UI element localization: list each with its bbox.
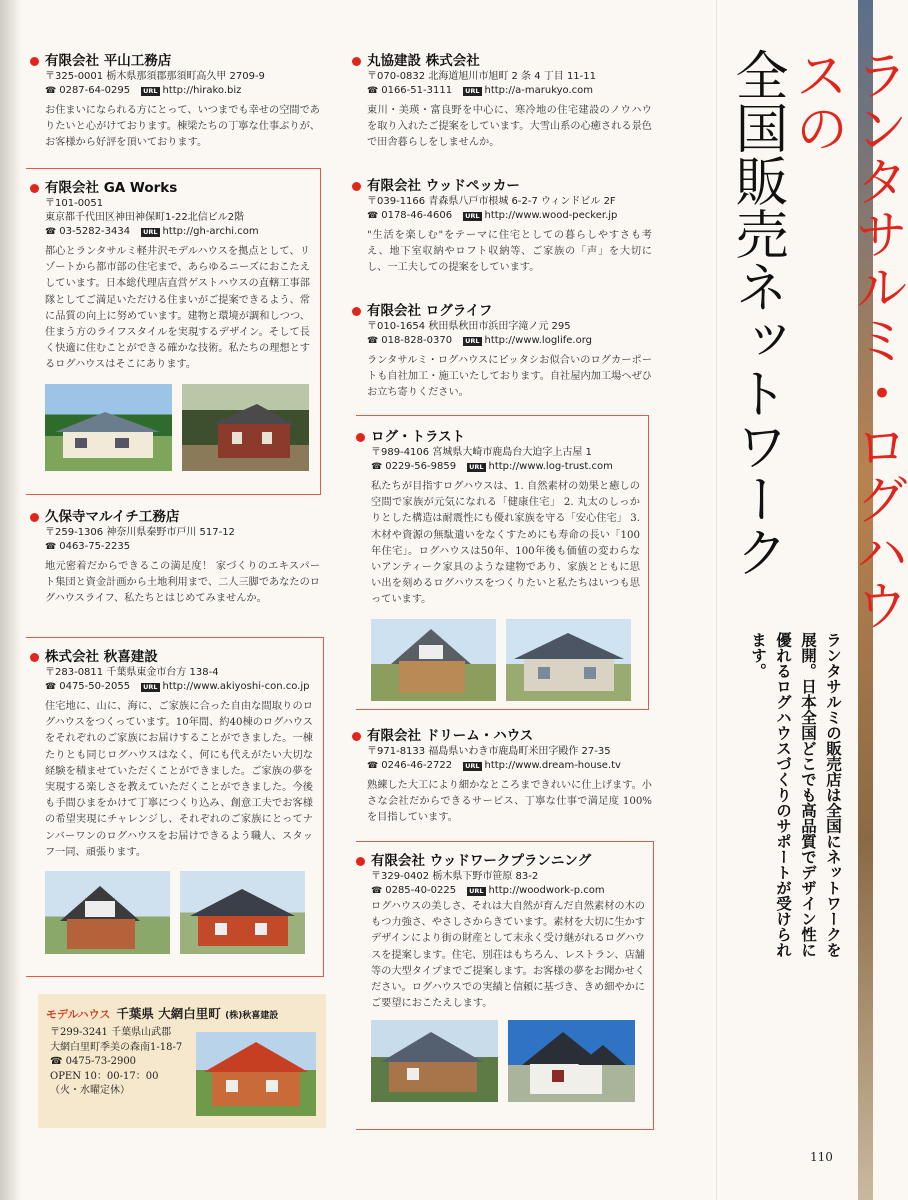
bullet-dot — [352, 57, 361, 66]
phone-icon: ☎ — [45, 86, 57, 96]
phone-number: 0287-64-0295 — [59, 85, 131, 96]
bullet-dot — [30, 513, 39, 522]
company-name: 有限会社 ログライフ — [367, 303, 493, 319]
phone-icon: ☎ — [367, 211, 379, 221]
dealer-entry-kubodera — [30, 508, 320, 608]
phone-icon: ☎ — [45, 542, 57, 552]
phone-icon: ☎ — [367, 761, 379, 771]
dealer-entry-dream-house — [352, 727, 652, 827]
house-photo — [45, 871, 170, 954]
website-link[interactable]: http://woodwork-p.com — [488, 885, 605, 896]
company-name: 株式会社 秋喜建設 — [45, 649, 158, 665]
company-name: 有限会社 ウッドペッカー — [367, 178, 520, 194]
house-photo — [180, 871, 305, 954]
description: 都心とランタサルミ軽井沢モデルハウスを拠点として、リゾートから都市部の住宅まで、あらゆるニーズにおこたえしています。日本総代理店直営ゲストハウスの直轄工事部隊としてご満足いただける住まいがご提案できるよう、常に品質の向上に努めています。建物と環境が調和しつつ、住まう方のライフスタイルを実現するデザイン。そして長く快適に住むことができる確かな技術。私たちの理想とするログハウスはそこにあります。 — [45, 246, 310, 371]
dealer-entry-loglife — [352, 302, 652, 402]
website-link[interactable]: http://www.loglife.org — [484, 335, 592, 346]
phone-number: 0463-75-2235 — [59, 541, 131, 552]
bullet-dot — [352, 182, 361, 191]
dealer-entry-hirayama — [30, 52, 320, 152]
company-name: 久保寺マルイチ工務店 — [45, 509, 180, 525]
address: 〒070-0832 北海道旭川市旭町 2 条 4 丁目 11-11 — [367, 71, 596, 82]
subtitle-lead: ランタサルミの販売店は全国にネットワークを展開。日本全国どこでも高品質でデザイン性に優れるログハウスづくりのサポートが受けられます。 — [749, 632, 842, 958]
description: 地元密着だからできるこの満足度！ 家づくりのエキスパート集団と資金計画から土地利用まで、二人三脚であなたのログハウスライフ、私たちとはじめてみませんか。 — [45, 561, 320, 605]
url-icon: URL — [143, 227, 158, 236]
page-spine-shadow — [0, 0, 22, 1200]
model-house-title: 千葉県 大網白里町 — [116, 1006, 221, 1021]
model-house-address-1: 〒299-3241 千葉県山武郡 — [50, 1027, 172, 1038]
address: 〒039-1166 青森県八戸市根城 6-2-7 ウィンドビル 2F — [367, 196, 616, 207]
phone-number: 0166-51-3111 — [381, 85, 453, 96]
company-name: ログ・トラスト — [371, 429, 466, 445]
title-red-line: ランタサルミ・ログハウスの — [787, 48, 908, 631]
dealer-entry-woodwork-planning — [356, 841, 654, 1130]
dealer-entry-ga-works — [26, 168, 321, 495]
phone-number: 0475-50-2055 — [59, 681, 131, 692]
phone-number: 03-5282-3434 — [59, 226, 131, 237]
description: 住宅地に、山に、海に、ご家族に合った自由な間取りのログハウスをつくっています。10年間、約40棟のログハウスをそれぞれのご家族にお届けすることができました。一棟たりとも同じログハウスはなく、何にも代えがたい大切な経験を積ませていただくことができました。ご家族の夢を実現する楽しさを教えていただくことができました。今後も手間ひまをかけて丁寧につくり込み、創意工夫でお客様の希望実現にチャレンジし、それぞれのご家族にとってナンバーワンのログハウスをお届けできるよう職人、スタッフ一同、頑張ります。 — [45, 701, 313, 858]
description: ランタサルミ・ログハウスにピッタシお似合いのログカーポートも自社加工・施工いたしております。自社屋内加工場へぜひお立ち寄りください。 — [367, 355, 652, 399]
house-photo — [182, 384, 309, 471]
bullet-dot — [352, 307, 361, 316]
company-name: 有限会社 平山工務店 — [45, 53, 172, 69]
dealer-entry-wood-pecker — [352, 177, 652, 277]
page-title — [712, 48, 908, 648]
dealer-entry-log-trust — [356, 415, 649, 710]
house-photo — [506, 619, 631, 701]
website-link[interactable]: http://www.wood-pecker.jp — [484, 210, 618, 221]
phone-icon: ☎ — [371, 462, 383, 472]
phone-icon: ☎ — [50, 1056, 63, 1067]
model-house-photo — [196, 1032, 316, 1116]
phone-icon: ☎ — [45, 682, 57, 692]
house-photo — [508, 1020, 635, 1102]
model-house-hours: OPEN 10：00-17：00 — [50, 1070, 159, 1082]
url-icon: URL — [143, 86, 158, 95]
model-house-box — [38, 994, 326, 1128]
url-icon: URL — [143, 682, 158, 691]
model-house-phone: 0475-73-2900 — [65, 1056, 137, 1067]
phone-icon: ☎ — [45, 227, 57, 237]
description: ログハウスの美しさ、それは大自然が育んだ自然素材の木のもつ力強さ、やさしさからきています。素材を大切に生かすデザインにより街の財産として末永く受け継がれるログハウスを提案します。住宅、別荘はもちろん、レストラン、店舗等の大型タイプまでご提案します。お客様の夢をお聞かせください。ログハウスでの実績と信頼に基づき、きめ細やかにご要望におこたえします。 — [371, 901, 645, 1010]
company-name: 有限会社 ドリーム・ハウス — [367, 728, 534, 744]
address: 〒101-0051 — [45, 198, 104, 209]
bullet-dot — [356, 433, 365, 442]
phone-icon: ☎ — [367, 336, 379, 346]
description: 熟練した大工により細かなところまできれいに仕上げます。小さな会社だからできるサービス、丁寧な仕事で満足度 100%を目指しています。 — [367, 780, 652, 824]
url-icon: URL — [469, 462, 484, 471]
house-photo — [45, 384, 172, 471]
description: "生活を楽しむ"をテーマに住宅としての暮らしやすさも考え、地下室収納やロフト収納等、ご家族の「声」を大切にし、一工夫しての提案をしています。 — [367, 230, 652, 274]
phone-icon: ☎ — [371, 886, 383, 896]
bullet-dot — [30, 653, 39, 662]
url-icon: URL — [465, 211, 480, 220]
website-link[interactable]: http://gh-archi.com — [162, 226, 259, 237]
address: 〒325-0001 栃木県那須郡那須町高久甲 2709-9 — [45, 71, 265, 82]
website-link[interactable]: http://www.dream-house.tv — [484, 760, 621, 771]
page-number: 110 — [810, 1150, 833, 1164]
url-icon: URL — [465, 761, 480, 770]
description: お住まいになられる方にとって、いつまでも幸せの空間でありたいと心がけております。棟梁たちの丁寧な仕事ぶりが、お客様から好評を頂いております。 — [45, 105, 320, 149]
bullet-dot — [356, 857, 365, 866]
title-black-line: 全国販売ネットワーク — [727, 48, 788, 578]
url-icon: URL — [465, 86, 480, 95]
description: 私たちが目指すログハウスは、1. 自然素材の効果と癒しの空間で家族が元気になれる「健康住宅」 2. 丸太のしっかりとした構造は耐震性にも優れ家族を守る「安心住宅」 3. 木材や資源の無駄遣いをなくすためにも寿命の長い「100年住宅」。ログハウスは50年、100年後も価値の変わらないアンティーク家具のような建物であり、家族とともに思い出を刻めるログハウスをつくりたいと私たちはいつも思っています。 — [371, 481, 640, 606]
bullet-dot — [352, 732, 361, 741]
house-photo — [371, 1020, 498, 1102]
address: 〒283-0811 千葉県東金市台方 138-4 — [45, 667, 219, 678]
phone-number: 0178-46-4606 — [381, 210, 453, 221]
website-link[interactable]: http://a-marukyo.com — [484, 85, 594, 96]
dealer-entry-akiyoshi — [26, 637, 324, 977]
address: 〒989-4106 宮城県大崎市鹿島台大迫字上古屋 1 — [371, 447, 592, 458]
model-house-tag: モデルハウス — [46, 1008, 111, 1021]
description: 東川・美瑛・富良野を中心に、寒冷地の住宅建設のノウハウを取り入れたご提案をしています。大雪山系の心癒される景色で田舎暮らしをしませんか。 — [367, 105, 652, 149]
address: 〒329-0402 栃木県下野市笹原 83-2 — [371, 871, 539, 882]
model-house-closed-days: （火・水曜定休） — [50, 1085, 130, 1096]
phone-number: 0229-56-9859 — [385, 461, 457, 472]
website-link[interactable]: http://www.akiyoshi-con.co.jp — [162, 681, 310, 692]
address-line-2: 東京都千代田区神田神保町1-22北信ビル2階 — [45, 212, 245, 223]
model-house-note: (株)秋喜建設 — [225, 1011, 279, 1021]
bullet-dot — [30, 57, 39, 66]
bullet-dot — [30, 184, 39, 193]
company-name: 丸協建設 株式会社 — [367, 53, 480, 69]
company-name: 有限会社 ウッドワークプランニング — [371, 853, 592, 869]
house-photo — [371, 619, 496, 701]
address: 〒010-1654 秋田県秋田市浜田字滝ノ元 295 — [367, 321, 571, 332]
phone-icon: ☎ — [367, 86, 379, 96]
address: 〒259-1306 神奈川県秦野市戸川 517-12 — [45, 527, 235, 538]
address: 〒971-8133 福島県いわき市鹿島町米田字殿作 27-35 — [367, 746, 611, 757]
model-house-address-2: 大網白里町季美の森南1-18-7 — [50, 1041, 183, 1053]
dealer-entry-marukyo — [352, 52, 652, 152]
website-link[interactable]: http://www.log-trust.com — [488, 461, 613, 472]
phone-number: 0285-40-0225 — [385, 885, 457, 896]
url-icon: URL — [465, 336, 480, 345]
phone-number: 0246-46-2722 — [381, 760, 453, 771]
url-icon: URL — [469, 886, 484, 895]
company-name: 有限会社 GA Works — [45, 180, 178, 196]
website-link[interactable]: http://hirako.biz — [162, 85, 242, 96]
phone-number: 018-828-0370 — [381, 335, 453, 346]
